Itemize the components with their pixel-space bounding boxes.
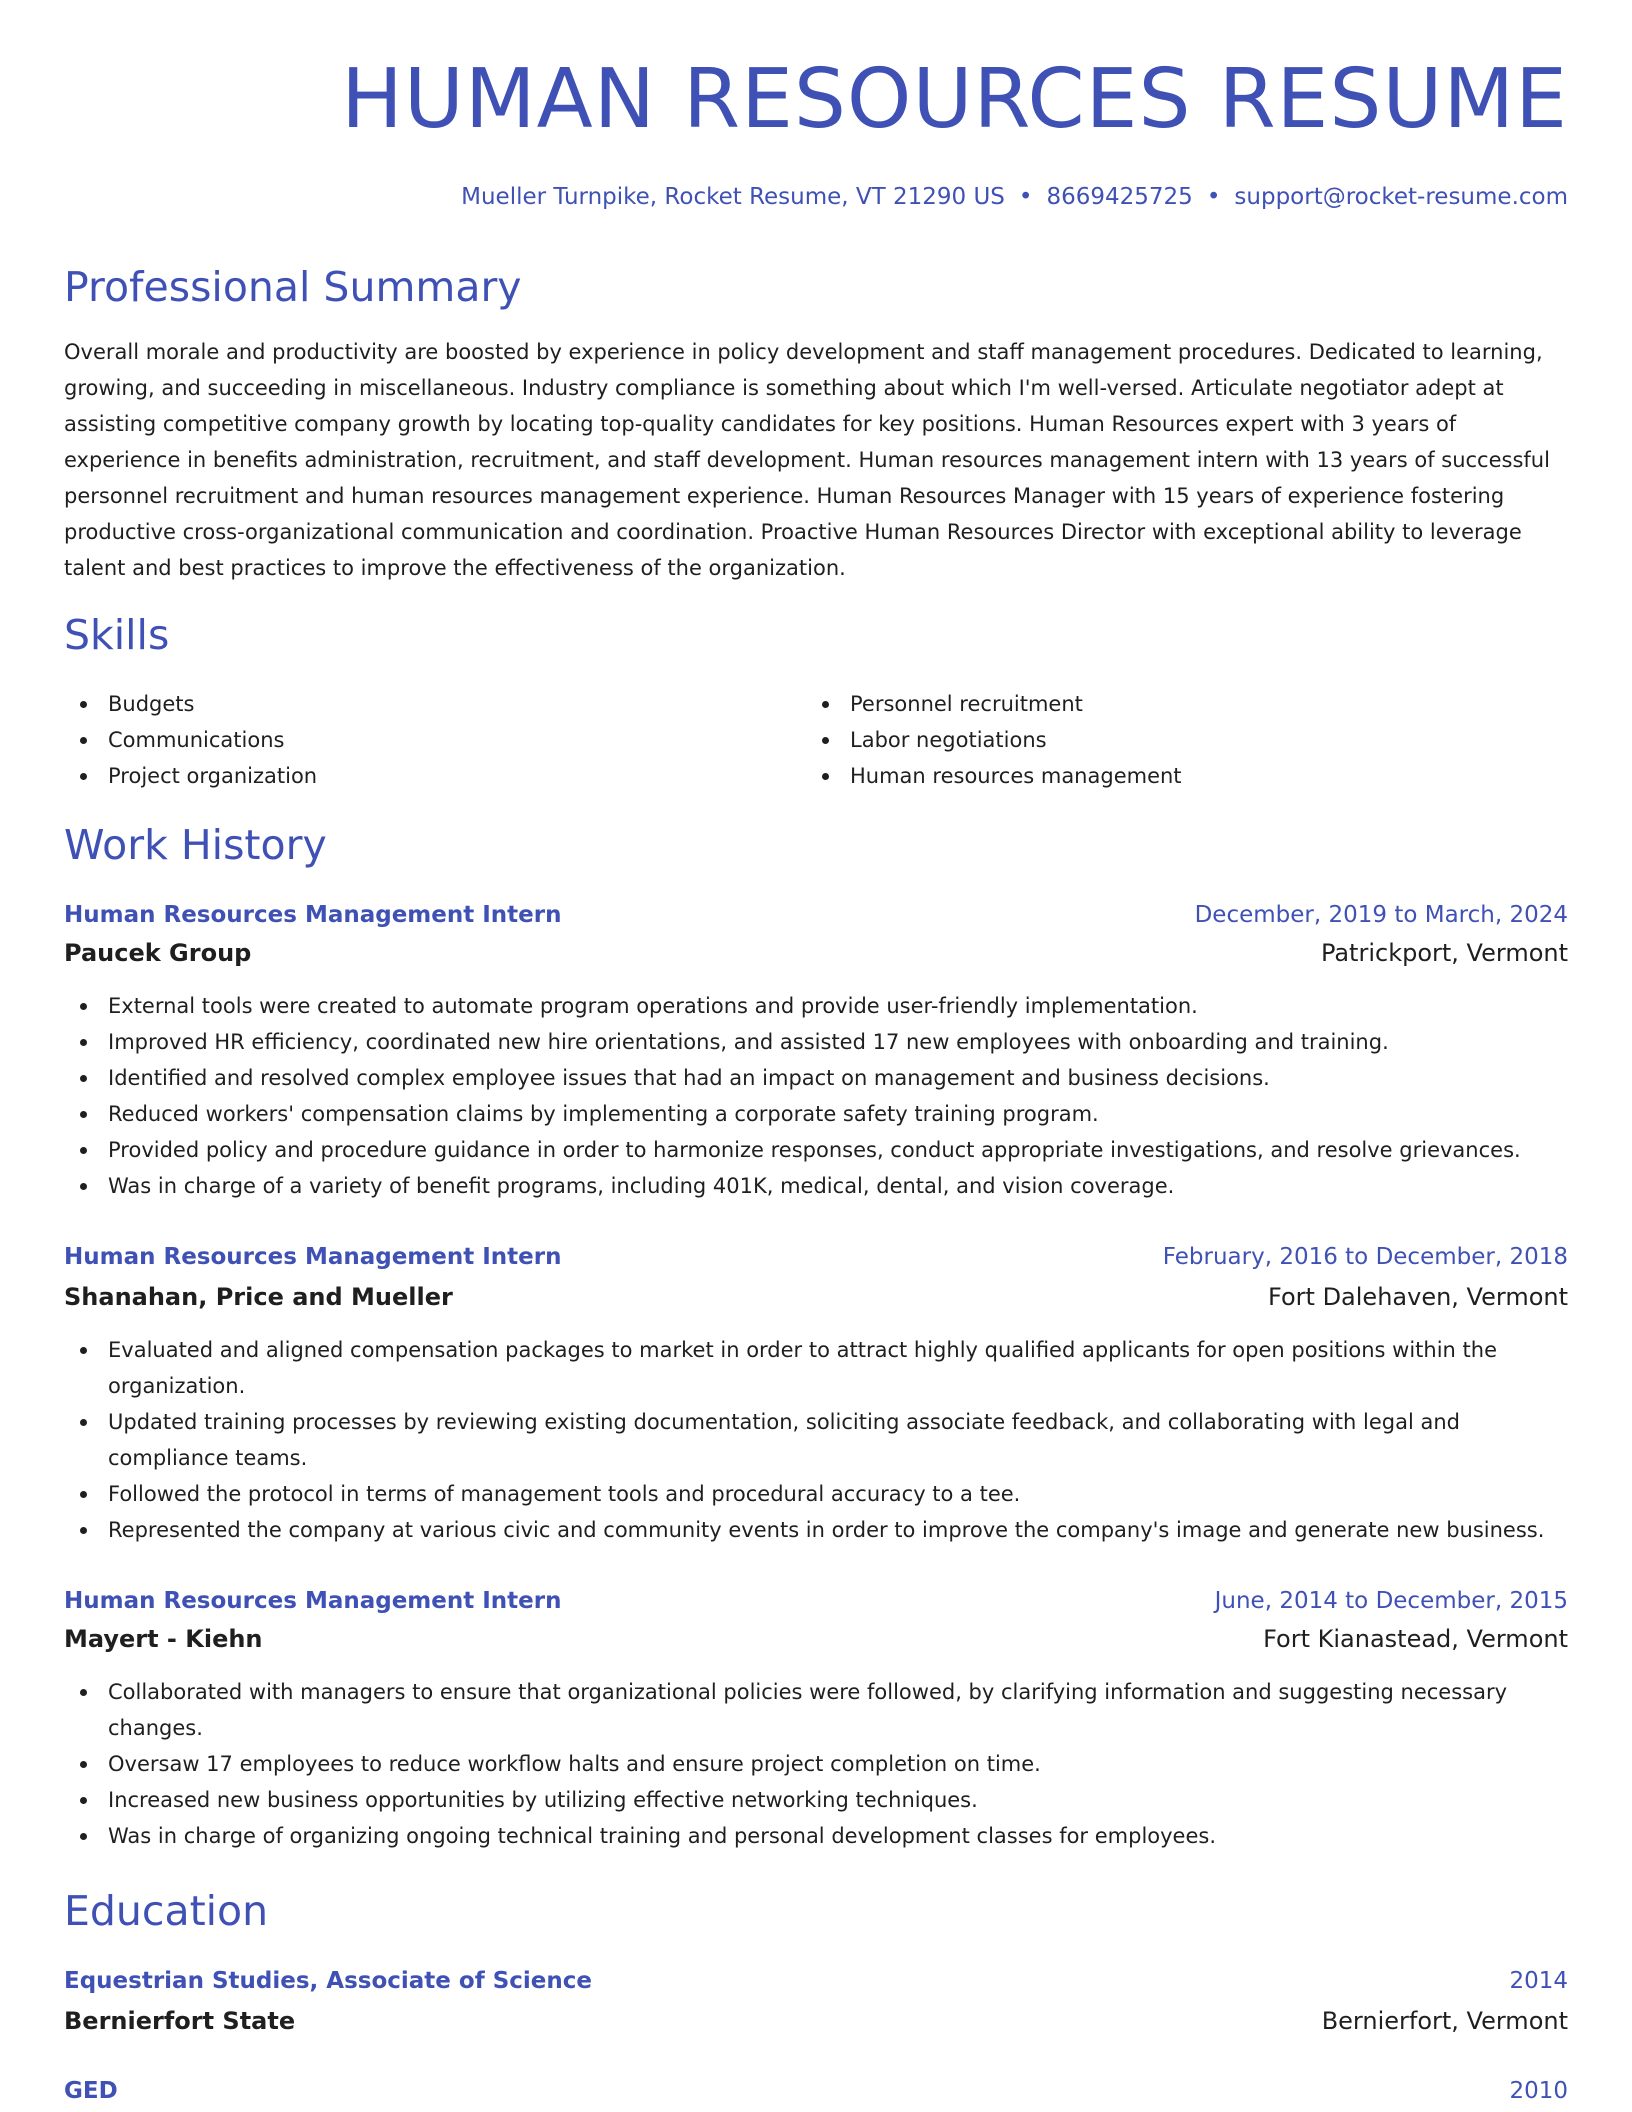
job-bullets xyxy=(64,1332,1568,1548)
summary-heading: Professional Summary xyxy=(64,263,522,311)
job-bullet: Provided policy and procedure guidance in order to harmonize responses, conduct appropriate investigations, and resolve grievances. xyxy=(64,1132,1568,1168)
job-dates: December, 2019 to March, 2024 xyxy=(1194,902,1568,928)
employer-row xyxy=(64,1620,1568,1658)
job-bullet: Identified and resolved complex employee issues that had an impact on management and business decisions. xyxy=(64,1060,1568,1096)
skill-item: Labor negotiations xyxy=(806,722,1546,758)
skills-heading: Skills xyxy=(64,611,170,659)
company-name: Mayert - Kiehn xyxy=(64,1625,263,1653)
degree-name: Equestrian Studies, Associate of Science xyxy=(64,1968,593,1994)
job-location: Fort Dalehaven, Vermont xyxy=(1268,1283,1568,1311)
employer-row xyxy=(64,934,1568,972)
education-header xyxy=(64,1962,1568,2000)
separator-dot: • xyxy=(1206,184,1221,210)
job-title: Human Resources Management Intern xyxy=(64,902,562,928)
job-location: Patrickport, Vermont xyxy=(1320,939,1568,967)
job-bullet: Was in charge of a variety of benefit programs, including 401K, medical, dental, and vision coverage. xyxy=(64,1168,1568,1204)
summary-text: Overall morale and productivity are boosted by experience in policy development and staff management procedures. Dedicated to learning, growing, and succeeding in miscellaneous. Industry compliance is something about which I'm well-versed. Articulate negotiator adept at assisting competitive company growth by locating top-quality candidates for key positions. Human Resources expert with 3 years of experience in benefits administration, recruitment, and staff development. Human resources management intern with 13 years of successful personnel recruitment and human resources management experience. Human Resources Manager with 15 years of experience fostering productive cross-organizational communication and coordination. Proactive Human Resources Director with exceptional ability to leverage talent and best practices to improve the effectiveness of the organization. xyxy=(64,340,1550,580)
skill-item: Human resources management xyxy=(806,758,1546,794)
resume-title: HUMAN RESOURCES RESUME xyxy=(341,52,1568,147)
degree-name: GED xyxy=(64,2078,118,2104)
school-row xyxy=(64,2002,1568,2040)
job-bullets xyxy=(64,1674,1568,1854)
contact-email: support@rocket-resume.com xyxy=(1234,184,1568,210)
job-bullet: Was in charge of organizing ongoing technical training and personal development classes for employees. xyxy=(64,1818,1568,1854)
job-bullet: Represented the company at various civic and community events in order to improve the company's image and generate new business. xyxy=(64,1512,1568,1548)
job-header xyxy=(64,896,1568,934)
work-history-heading: Work History xyxy=(64,821,327,869)
job-bullet: Updated training processes by reviewing existing documentation, soliciting associate feedback, and collaborating with legal and compliance teams. xyxy=(64,1404,1568,1476)
education-year: 2014 xyxy=(1509,1968,1568,1994)
job-header xyxy=(64,1238,1568,1276)
contact-line xyxy=(461,180,1568,214)
company-name: Shanahan, Price and Mueller xyxy=(64,1283,453,1311)
skill-item: Project organization xyxy=(64,758,764,794)
job-dates: June, 2014 to December, 2015 xyxy=(1214,1588,1568,1614)
job-bullet: External tools were created to automate program operations and provide user-friendly implementation. xyxy=(64,988,1568,1024)
school-location: Bernierfort, Vermont xyxy=(1321,2007,1568,2035)
job-bullet: Reduced workers' compensation claims by implementing a corporate safety training program. xyxy=(64,1096,1568,1132)
job-bullet: Oversaw 17 employees to reduce workflow halts and ensure project completion on time. xyxy=(64,1746,1568,1782)
skill-item: Communications xyxy=(64,722,764,758)
company-name: Paucek Group xyxy=(64,939,252,967)
skill-item: Personnel recruitment xyxy=(806,686,1546,722)
job-bullet: Improved HR efficiency, coordinated new hire orientations, and assisted 17 new employees with onboarding and training. xyxy=(64,1024,1568,1060)
education-heading: Education xyxy=(64,1887,269,1935)
skills-list-left xyxy=(64,686,764,794)
job-dates: February, 2016 to December, 2018 xyxy=(1162,1244,1568,1270)
skill-item: Budgets xyxy=(64,686,764,722)
education-header xyxy=(64,2072,1568,2110)
contact-phone: 8669425725 xyxy=(1046,184,1193,210)
job-location: Fort Kianastead, Vermont xyxy=(1263,1625,1568,1653)
education-year: 2010 xyxy=(1509,2078,1568,2104)
job-header xyxy=(64,1582,1568,1620)
job-title: Human Resources Management Intern xyxy=(64,1244,562,1270)
job-bullet: Followed the protocol in terms of management tools and procedural accuracy to a tee. xyxy=(64,1476,1568,1512)
job-bullet: Collaborated with managers to ensure that organizational policies were followed, by clarifying information and suggesting necessary changes. xyxy=(64,1674,1568,1746)
school-name: Bernierfort State xyxy=(64,2007,296,2035)
job-bullet: Evaluated and aligned compensation packages to market in order to attract highly qualified applicants for open positions within the organization. xyxy=(64,1332,1568,1404)
job-bullets xyxy=(64,988,1568,1204)
job-bullet: Increased new business opportunities by utilizing effective networking techniques. xyxy=(64,1782,1568,1818)
contact-address: Mueller Turnpike, Rocket Resume, VT 21290 US xyxy=(461,184,1005,210)
job-title: Human Resources Management Intern xyxy=(64,1588,562,1614)
employer-row xyxy=(64,1278,1568,1316)
skills-list-right xyxy=(806,686,1546,794)
separator-dot: • xyxy=(1018,184,1033,210)
